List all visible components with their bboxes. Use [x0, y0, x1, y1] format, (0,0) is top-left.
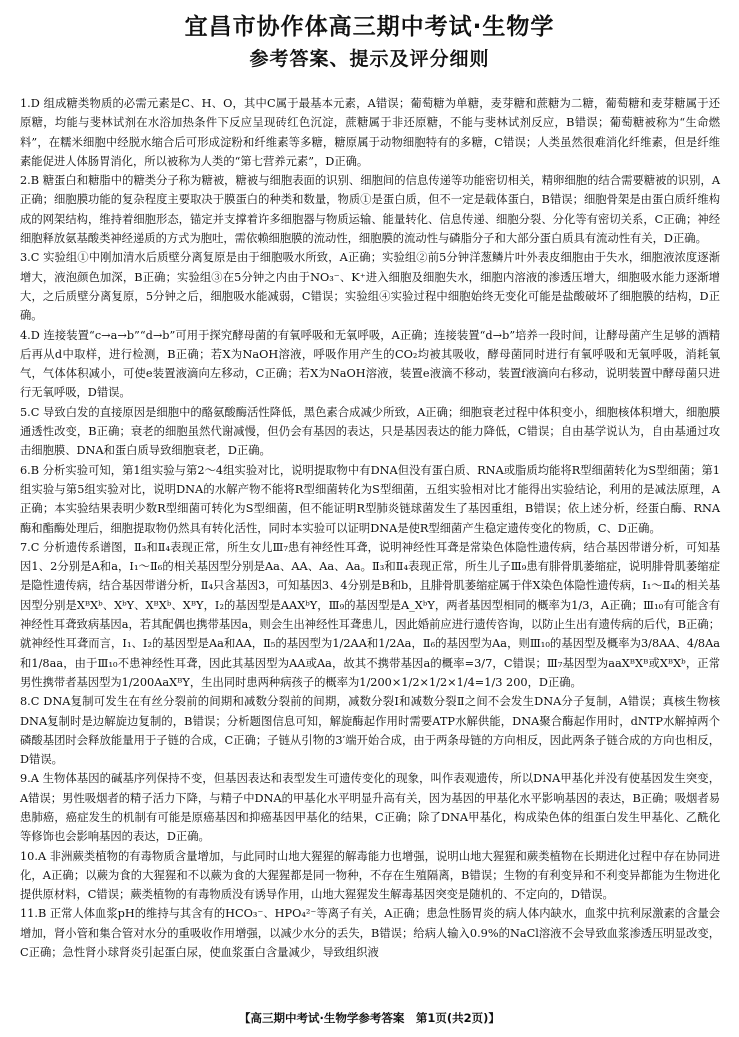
- answer-item-5: 5.C 导致白发的直接原因是细胞中的酪氨酸酶活性降低，黑色素合成减少所致，A正确；细胞衰老过程中体积变小，细胞核体积增大，细胞膜通透性改变，B正确；衰老的细胞虽然代谢减慢，但仍会有基因的表达，只是基因表达的能力降低，C错误；自由基学说认为，自由基通过攻击细胞膜、DNA和蛋白质导致细胞衰老，D正确。: [20, 405, 720, 458]
- answer-item-7: 7.C 分析遗传系谱图，Ⅱ₃和Ⅱ₄表现正常，所生女儿Ⅲ₇患有神经性耳聋，说明神经性耳聋是常染色体隐性遗传病，结合基因带谱分析，可知基因1、2分别是A和a，Ⅰ₁～Ⅱ₆的相关基因型分别是Aa、AA、Aa、Aa。Ⅱ₃和Ⅱ₄表现正常，所生儿子Ⅲ₉患有腓骨肌萎缩症，说明腓骨肌萎缩症是隐性遗传病，结合基因带谱分析，Ⅱ₄只含基因3，可知基因3、4分别是B和b，且腓骨肌萎缩症属于伴X染色体隐性遗传病，Ⅰ₁～Ⅱ₄的相关基因型分别是XᴮXᵇ、XᵇY、XᴮXᵇ、XᴮY，Ⅰ₂的基因型是AAXᵇY，Ⅲ₉的基因型是A_XᵇY，两者基因型相同的概率为1/3，A正确；Ⅲ₁₀有可能含有神经性耳聋致病基因a，若其配偶也携带基因a，则会生出神经性耳聋患儿，因此婚前应进行遗传咨询，以防止生出有遗传病的后代，B正确；就神经性耳聋而言，Ⅰ₁、Ⅰ₂的基因型是Aa和AA，Ⅱ₅的基因型为1/2AA和1/2Aa，Ⅱ₆的基因型为Aa，则Ⅲ₁₀的基因型及概率为3/8AA、4/8Aa和1/8aa，由于Ⅲ₁₀不患神经性耳聋，因此其基因型为AA或Aa，故其不携带基因a的概率=3/7，C错误；Ⅲ₇基因型为aaXᴮXᴮ或XᴮXᵇ，正常男性携带者基因型为1/200AaXᴮY，生出同时患两种病孩子的概率为1/200×1/2×1/2×1/4=1/3 200，D正确。: [20, 540, 720, 689]
- answer-item-10: 10.A 非洲蕨类植物的有毒物质含量增加，与此同时山地大猩猩的解毒能力也增强，说明山地大猩猩和蕨类植物在长期进化过程中存在协同进化，A正确；以蕨为食的大猩猩和不以蕨为食的大猩猩都是同一物种，不存在生殖隔离，B错误；生物的有利变异和不利变异都能为生物进化提供原材料，C错误；蕨类植物的有毒物质没有诱导作用，山地大猩猩发生解毒基因突变是随机的、不定向的，D错误。: [20, 849, 720, 902]
- answer-item-4: 4.D 连接装置“c→a→b”“d→b”可用于探究酵母菌的有氧呼吸和无氧呼吸，A正确；连接装置“d→b”培养一段时间，让酵母菌产生足够的酒精后再从d中取样，进行检测，B正确；若X为NaOH溶液，呼吸作用产生的CO₂均被其吸收，酵母菌同时进行有氧呼吸和无氧呼吸，消耗氧气，气体体积减小，可使e装置液滴向左移动，C正确；若X为NaOH溶液，装置e液滴不移动，装置f液滴向右移动，说明装置中酵母菌只进行无氧呼吸，D错误。: [20, 328, 720, 400]
- answer-item-6: 6.B 分析实验可知，第1组实验与第2～4组实验对比，说明提取物中有DNA但没有蛋白质、RNA或脂质均能将R型细菌转化为S型细菌；第1组实验与第5组实验对比，说明DNA的水解产物不能将R型细菌转化为S型细菌，五组实验相对比才能得出实验结论，利用的是减法原理，A正确；本实验结果表明少数R型细菌可转化为S型细菌，但不能证明R型肺炎链球菌发生了基因重组，B错误；依上述分析，经蛋白酶、RNA酶和酯酶处理后，细胞提取物仍然具有转化活性，同时本实验可以证明DNA是使R型细菌产生稳定遗传变化的物质，C、D正确。: [20, 463, 720, 535]
- answer-list: [20, 94, 720, 962]
- answer-item-2: 2.B 糖蛋白和糖脂中的糖类分子称为糖被，糖被与细胞表面的识别、细胞间的信息传递等功能密切相关，精卵细胞的结合需要糖被的识别，A正确；细胞膜功能的复杂程度主要取决于膜蛋白的种类和数量，物质①是蛋白质，但不一定是载体蛋白，B错误；细胞骨架是由蛋白质纤维构成的网架结构，维持着细胞形态，锚定并支撑着许多细胞器与物质运输、能量转化、信息传递、细胞分裂、分化等有密切关系，C正确；神经细胞释放氨基酸类神经递质的方式为胞吐，需依赖细胞膜的流动性，细胞膜的流动性与磷脂分子和大部分蛋白质具有流动性有关，D正确。: [20, 174, 720, 246]
- page-footer: 【高三期中考试·生物学参考答案 第1页(共2页)】: [239, 1011, 500, 1025]
- answer-item-3: 3.C 实验组①中刚加清水后质壁分离复原是由于细胞吸水所致，A正确；实验组②前5分钟洋葱鳞片叶外表皮细胞由于失水，细胞液浓度逐渐增大，液泡颜色加深，B正确；实验组③在5分钟之内由于NO₃⁻、K⁺进入细胞及细胞失水，细胞内溶液的渗透压增大，细胞吸水能力逐渐增大，之后质壁分离复原，5分钟之后，细胞吸水能减弱，C错误；实验组④实验过程中细胞始终无变化可能是盐酸破坏了细胞膜的结构，D正确。: [20, 251, 720, 323]
- answer-item-11: 11.B 正常人体血浆pH的维持与其含有的HCO₃⁻、HPO₄²⁻等离子有关，A正确；患急性肠胃炎的病人体内缺水，血浆中抗利尿激素的含量会增加，肾小管和集合管对水分的重吸收作用增强，以减少水分的丢失，B错误；给病人输入0.9%的NaCl溶液不会导致血浆渗透压明显改变，C正确；急性肾小球肾炎引起蛋白尿，使血浆蛋白含量减少，导致组织液: [20, 907, 720, 960]
- answer-item-9: 9.A 生物体基因的碱基序列保持不变，但基因表达和表型发生可遗传变化的现象，叫作表观遗传，所以DNA甲基化并没有使基因发生突变，A错误；男性吸烟者的精子活力下降，与精子中DNA的甲基化水平明显升高有关，因为基因的甲基化水平影响基因的表达，B正确；吸烟者易患肺癌，癌症发生的机制有可能是原癌基因和抑癌基因甲基化的结果，C正确；除了DNA甲基化，构成染色体的组蛋白发生甲基化、乙酰化等修饰也会影响基因的表达，D正确。: [20, 772, 720, 844]
- page-title: 宜昌市协作体高三期中考试·生物学: [184, 14, 555, 40]
- answer-item-8: 8.C DNA复制可发生在有丝分裂前的间期和减数分裂前的间期，减数分裂Ⅰ和减数分裂Ⅱ之间不会发生DNA分子复制，A错误；真核生物核DNA复制时是边解旋边复制的，B错误；分析题图信息可知，解旋酶起作用时需要ATP水解供能，DNA聚合酶起作用时，dNTP水解掉两个磷酸基团时会释放能量用于子链的合成，C正确；子链从引物的3′端开始合成，由于两条母链的方向相反，因此两条子链合成的方向也相反，D错误。: [20, 695, 720, 767]
- answer-item-1: 1.D 组成糖类物质的必需元素是C、H、O，其中C属于最基本元素，A错误；葡萄糖为单糖，麦芽糖和蔗糖为二糖，葡萄糖和麦芽糖属于还原糖，均能与斐林试剂在水浴加热条件下反应呈现砖红色沉淀，蔗糖属于非还原糖，不能与斐林试剂反应，B错误；葡萄糖被称为“生命燃料”，在糯米细胞中经脱水缩合后可形成淀粉和纤维素等多糖，糖原属于动物细胞特有的多糖，C错误；人类虽然很难消化纤维素，但是纤维素能促进人体肠胃消化，所以被称为人类的“第七营养元素”，D正确。: [20, 97, 720, 168]
- page-subtitle: 参考答案、提示及评分细则: [249, 48, 490, 70]
